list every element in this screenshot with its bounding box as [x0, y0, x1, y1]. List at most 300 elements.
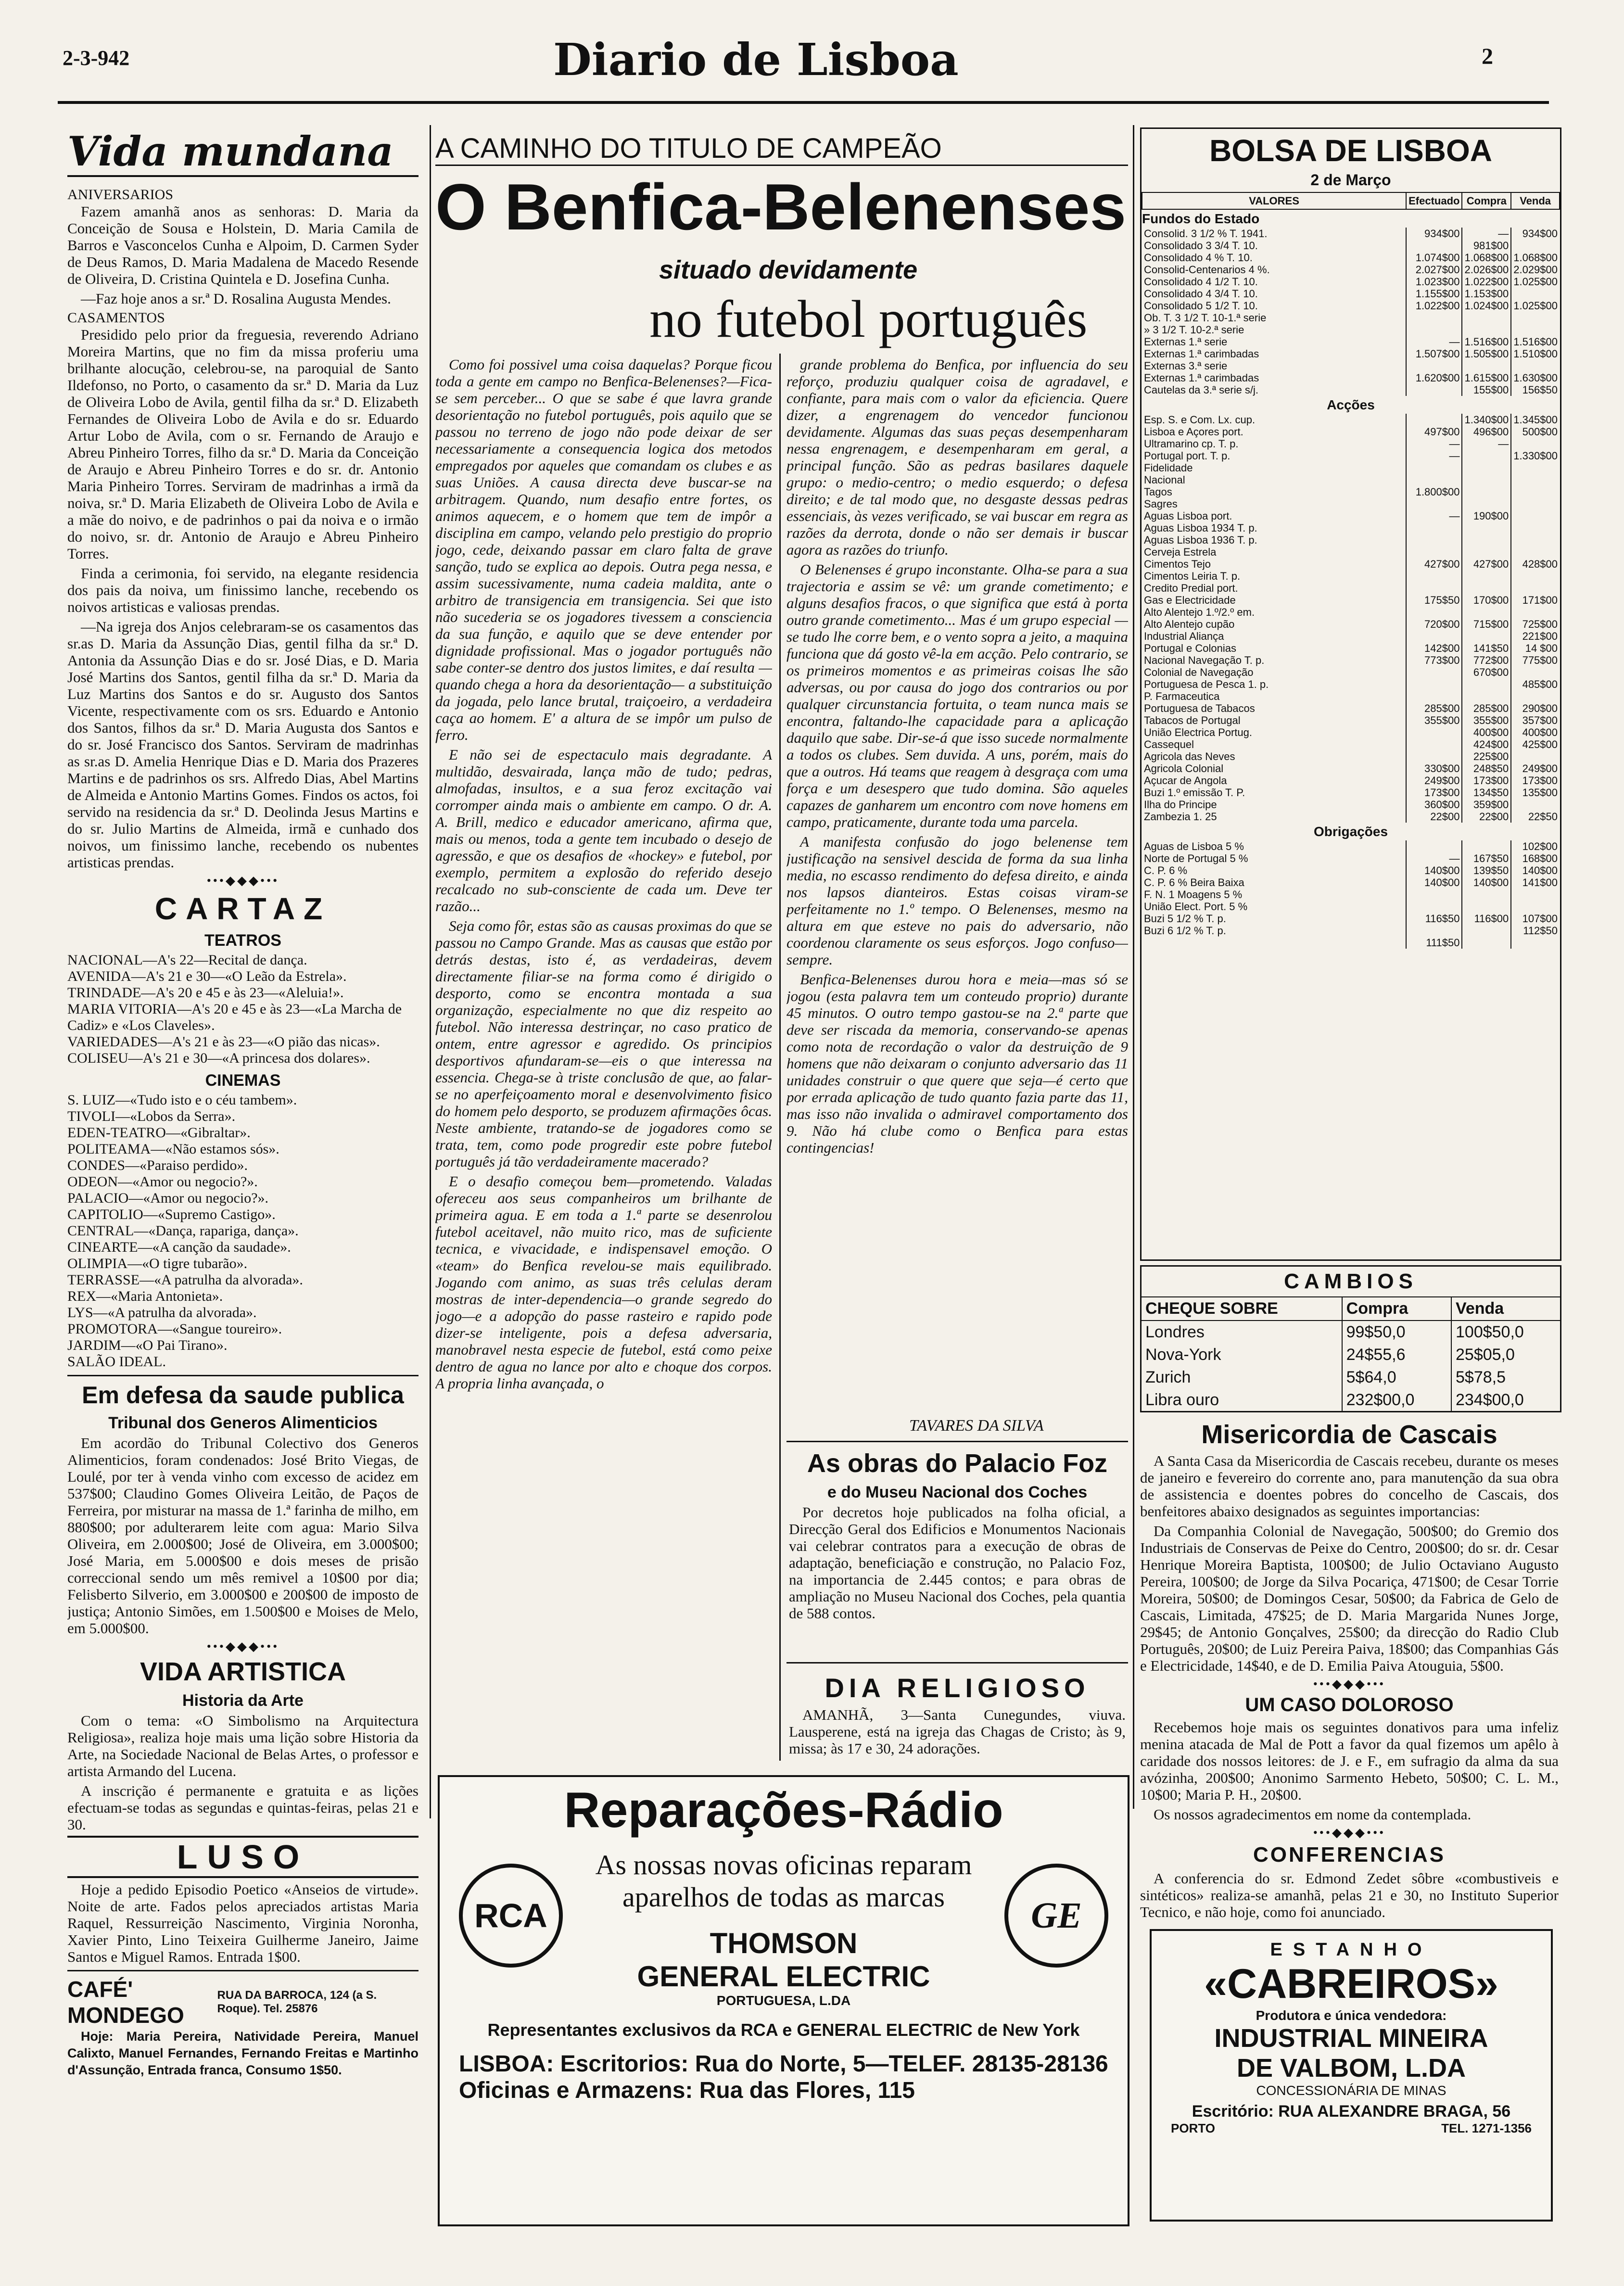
radio-ad-line2: aparelhos de todas as marcas — [622, 1881, 945, 1913]
row-value — [1462, 360, 1511, 372]
row-value: 234$00,0 — [1451, 1389, 1560, 1411]
row-label: Açucar de Angola — [1144, 775, 1227, 787]
row-label: Cassequel — [1144, 738, 1194, 750]
cambios-rows — [1142, 1321, 1560, 1411]
list-item: S. LUIZ—«Tudo isto e o céu tambem». — [67, 1092, 297, 1108]
saude-subtitle: Tribunal dos Generos Alimenticios — [108, 1414, 378, 1432]
row-value: 140$00 — [1406, 876, 1462, 889]
futebol-paragraph: A manifesta confusão do jogo belenense tem justificação na sensivel descida de forma da sua linha media, no escasso rendimento do defesa direito, e ainda nos lapsos dianteiros. Estas coisas viram-se perfeitamente no 1.º tempo. O Belenenses, mesmo na altura em que esteve no pais do adversario, não coordenou claramente os seus esforços. Jogo confuso—sempre. — [787, 833, 1128, 968]
row-label: Zurich — [1145, 1368, 1191, 1386]
futebol-deck: situado devidamente — [659, 255, 918, 284]
table-row — [1142, 642, 1560, 654]
row-label: Nova-York — [1145, 1346, 1221, 1364]
row-value: 134$50 — [1462, 787, 1511, 799]
foz-subtitle: e do Museu Nacional dos Coches — [827, 1483, 1088, 1501]
ornament-divider: •••◆◆◆••• — [206, 1639, 279, 1653]
table-row — [1142, 913, 1560, 925]
doloroso-title: UM CASO DOLOROSO — [1245, 1694, 1454, 1715]
list-item: PROMOTORA—«Sangue toureiro». — [67, 1321, 282, 1337]
row-value — [1511, 799, 1560, 811]
table-row — [1142, 546, 1560, 558]
table-row — [1142, 438, 1560, 450]
row-value — [1462, 450, 1511, 462]
row-value: 100$50,0 — [1451, 1321, 1560, 1344]
table-row — [1142, 762, 1560, 775]
row-value — [1462, 546, 1511, 558]
list-item: SALÃO IDEAL. — [67, 1354, 166, 1370]
row-value: 1.023$00 — [1406, 276, 1462, 288]
header-date: 2-3-942 — [63, 46, 130, 70]
row-value: 1.630$00 — [1511, 372, 1560, 384]
row-value: — — [1462, 438, 1511, 450]
row-value: 285$00 — [1462, 702, 1511, 714]
row-value: 360$00 — [1406, 799, 1462, 811]
table-row — [1142, 276, 1560, 288]
row-value: 22$00 — [1406, 811, 1462, 823]
row-value — [1462, 606, 1511, 618]
row-value — [1462, 630, 1511, 642]
list-item: CINEARTE—«A canção da saudade». — [67, 1239, 291, 1255]
table-row — [1142, 1321, 1560, 1344]
obrigacoes-rows — [1142, 840, 1560, 937]
cambios-col-venda: Venda — [1451, 1297, 1560, 1321]
row-value: 1.516$00 — [1462, 336, 1511, 348]
table-row — [1142, 372, 1560, 384]
table-row — [1142, 901, 1560, 913]
row-label: F. N. 1 Moagens 5 % — [1144, 889, 1243, 901]
row-label: Cimentos Leiria T. p. — [1144, 570, 1241, 582]
table-row — [1142, 534, 1560, 546]
row-label: Consolid-Centenarios 4 %. — [1144, 264, 1270, 276]
list-item: JARDIM—«O Pai Tirano». — [67, 1337, 228, 1353]
table-row — [1142, 240, 1560, 252]
column-divider — [1133, 125, 1134, 1809]
row-value: 1.025$00 — [1511, 276, 1560, 288]
futebol-headline: O Benfica-Belenenses — [435, 170, 1127, 243]
col-valores: VALORES — [1142, 192, 1406, 209]
row-value: 140$00 — [1511, 864, 1560, 876]
row-value — [1406, 726, 1462, 738]
row-label: Aguas Lisboa port. — [1144, 510, 1232, 522]
row-label: Ob. T. 3 1/2 T. 10-1.ª serie — [1144, 312, 1267, 324]
row-value: 400$00 — [1511, 726, 1560, 738]
table-row — [1142, 414, 1560, 426]
masthead-title: Diario de Lisboa — [553, 34, 959, 86]
table-row — [1142, 348, 1560, 360]
row-value — [1511, 666, 1560, 678]
list-item: LYS—«A patrulha da alvorada». — [67, 1305, 257, 1321]
row-value: 2.026$00 — [1462, 264, 1511, 276]
casamentos-text2: Finda a cerimonia, foi servido, na elegante residencia dos pais da noiva, um finissimo lanche, recebendo os noivos artisticas e valiosas prendas. — [67, 565, 419, 615]
row-value: 22$50 — [1511, 811, 1560, 823]
row-value — [1511, 606, 1560, 618]
row-label: Portugal port. T. p. — [1144, 450, 1231, 462]
cambios-col-compra: Compra — [1342, 1297, 1451, 1321]
doloroso-text2: Os nossos agradecimentos em nome da contemplada. — [1154, 1806, 1472, 1823]
row-value — [1406, 889, 1462, 901]
table-row — [1142, 1389, 1560, 1411]
obrigacoes-label: Obrigações — [1313, 824, 1388, 839]
table-row — [1142, 252, 1560, 264]
row-value: 772$00 — [1462, 654, 1511, 666]
table-row — [1142, 264, 1560, 276]
row-value — [1462, 312, 1511, 324]
row-value: 1.620$00 — [1406, 372, 1462, 384]
artistica-text2: A inscrição é permanente e gratuita e as lições efectuam-se todas as segundas e quintas-feiras, pelas 21 e 30. — [67, 1782, 419, 1833]
row-label: Nacional — [1144, 474, 1185, 486]
radio-ad-line1: As nossas novas oficinas reparam — [595, 1849, 972, 1880]
table-row — [1142, 714, 1560, 726]
row-value — [1406, 630, 1462, 642]
row-value: 500$00 — [1511, 426, 1560, 438]
row-label: Tagos — [1144, 486, 1172, 498]
doloroso-text: Recebemos hoje mais os seguintes donativos para uma infeliz menina atacada de Mal de Pott a favor da qual fizemos um apêlo à caridade dos nossos leitores: de J. e F., em sufragio da alma da sua avózinha, 200$00; Anonimo Sarmento Hebeto, 50$00; C. L. M., 10$00; Maria P. H., 20$00. — [1140, 1719, 1559, 1803]
table-row — [1142, 811, 1560, 823]
row-label: C. P. 6 % Beira Baixa — [1144, 876, 1244, 889]
radio-ad-title: Reparações-Rádio — [564, 1782, 1003, 1838]
row-label: Portuguesa de Tabacos — [1144, 702, 1255, 714]
row-label: Portuguesa de Pesca 1. p. — [1144, 678, 1269, 690]
row-label: Londres — [1145, 1323, 1205, 1341]
row-label: C. P. 6 % — [1144, 864, 1188, 876]
row-value — [1406, 546, 1462, 558]
list-item: VARIEDADES—A's 21 e às 23—«O pião das nicas». — [67, 1034, 380, 1050]
row-value — [1406, 750, 1462, 762]
table-row — [1142, 864, 1560, 876]
row-value: 1.800$00 — [1406, 486, 1462, 498]
accoes-rows — [1142, 414, 1560, 823]
row-value — [1462, 522, 1511, 534]
row-value: 427$00 — [1462, 558, 1511, 570]
row-value — [1462, 901, 1511, 913]
row-label: Consolidado 4 % T. 10. — [1144, 252, 1253, 264]
row-value — [1406, 360, 1462, 372]
table-row — [1142, 738, 1560, 750]
row-label: União Electrica Portug. — [1144, 726, 1252, 738]
row-value — [1462, 486, 1511, 498]
futebol-paragraph: Benfica-Belenenses durou hora e meia—mas só se jogou (esta palavra tem um conteudo proprio) durante 45 minutos. O outro tempo gastou-se na 2.ª parte que deve ser riscada da memoria, conservando-se apenas como nota de recordação o valor da destruição de 9 homens que não deixaram o conjunto adversario das 11 unidades construir o que quere que seja—é certo que por errada aplicação de tudo quanto fazia parte das 11, mas isso não invalida o admiravel comportamento dos 9. Não há clube como o Benfica para estas contingencias! — [787, 971, 1128, 1156]
row-value: 1.345$00 — [1511, 414, 1560, 426]
row-value — [1406, 582, 1462, 594]
list-item: ODEON—«Amor ou negocio?». — [67, 1174, 258, 1190]
row-label: P. Farmaceutica — [1144, 690, 1220, 702]
row-value — [1462, 690, 1511, 702]
row-value: 424$00 — [1462, 738, 1511, 750]
row-label: Cautelas da 3.ª serie s/j. — [1144, 384, 1259, 396]
row-value: 1.022$00 — [1462, 276, 1511, 288]
radio-ad-reps: Representantes exclusivos da RCA e GENERAL ELECTRIC de New York — [487, 2020, 1080, 2040]
row-value — [1406, 498, 1462, 510]
table-row — [1142, 1344, 1560, 1366]
row-label: Agricola das Neves — [1144, 750, 1235, 762]
row-label: Cimentos Tejo — [1144, 558, 1211, 570]
foz-article — [789, 1446, 1126, 1657]
row-value: 22$00 — [1462, 811, 1511, 823]
row-label: União Elect. Port. 5 % — [1144, 901, 1248, 913]
cabreiros-line1: Produtora e única vendedora: — [1256, 2008, 1447, 2023]
row-label: Externas 1.ª carimbadas — [1144, 348, 1259, 360]
table-row — [1142, 750, 1560, 762]
row-label: Fidelidade — [1144, 462, 1193, 474]
teatros-list — [67, 952, 419, 1067]
row-value — [1462, 678, 1511, 690]
row-value: 715$00 — [1462, 618, 1511, 630]
row-label: Sagres — [1144, 498, 1178, 510]
row-value — [1406, 312, 1462, 324]
row-value: 225$00 — [1462, 750, 1511, 762]
section-rule — [787, 1662, 1128, 1664]
row-value: 2.029$00 — [1511, 264, 1560, 276]
row-value — [1462, 582, 1511, 594]
row-value: 981$00 — [1462, 240, 1511, 252]
list-item: CONDES—«Paraiso perdido». — [67, 1157, 248, 1173]
table-row — [1142, 426, 1560, 438]
row-value: 670$00 — [1462, 666, 1511, 678]
row-label: Consolidado 5 1/2 T. 10. — [1144, 300, 1258, 312]
table-row — [1142, 336, 1560, 348]
right-lower-column — [1140, 1417, 1559, 1984]
table-row — [1142, 498, 1560, 510]
luso-title: LUSO — [67, 1836, 419, 1878]
casamentos-text3: —Na igreja dos Anjos celebraram-se os casamentos das sr.as D. Maria da Assunção Dias, gentil filha da sr.ª D. Antonia da Assunção Dias e do sr. José Dias, e D. Maria José Martins dos Santos, gentil filha da sr.ª D. Maria da Luz Martins dos Santos e do sr. Augusto dos Santos Vicente, respectivamente com os srs. Eduardo e Antonio dos Santos, filhos da sr.ª D. Maria Augusta dos Santos e do sr. José Francisco dos Santos. Serviram de madrinhas as sr.as D. Amelia Henrique Dias e D. Maria dos Prazeres Martins e de padrinhos os srs. Alfredo Dias, Abel Martins de Almeida e Antonio Martins Gomes. Findos os actos, foi servido na residencia da sr.ª D. Deolinda Jesus Martins e do sr. Julio Martins de Almeida, irmã e cunhado dos noivos, um finissimo lanche, recebendo os nubentes artisticas prendas. — [67, 618, 419, 871]
row-value: 427$00 — [1406, 558, 1462, 570]
cambios-col-cheque: CHEQUE SOBRE — [1145, 1299, 1278, 1318]
teatros-label: TEATROS — [204, 931, 281, 950]
row-value: 175$50 — [1406, 594, 1462, 606]
row-value — [1462, 570, 1511, 582]
row-value — [1406, 534, 1462, 546]
row-value — [1511, 582, 1560, 594]
row-value: 14 $00 — [1511, 642, 1560, 654]
row-value — [1511, 546, 1560, 558]
section-rule — [787, 1441, 1128, 1442]
list-item: TIVOLI—«Lobos da Serra». — [67, 1108, 236, 1124]
ornament-divider: •••◆◆◆••• — [1313, 1826, 1386, 1840]
foz-title: As obras do Palacio Foz — [807, 1449, 1108, 1478]
bolsa-date: 2 de Março — [1310, 171, 1391, 189]
row-value: 496$00 — [1462, 426, 1511, 438]
row-label: Externas 1.ª serie — [1144, 336, 1228, 348]
row-value: 167$50 — [1462, 852, 1511, 864]
table-row — [1142, 654, 1560, 666]
vida-title: Vida mundana — [67, 127, 419, 177]
row-value: 173$00 — [1511, 775, 1560, 787]
row-label: Aguas de Lisboa 5 % — [1144, 840, 1244, 852]
row-label: Buzi 5 1/2 % T. p. — [1144, 913, 1226, 925]
row-value: 139$50 — [1462, 864, 1511, 876]
row-value — [1511, 570, 1560, 582]
table-row — [1142, 558, 1560, 570]
row-label: Consolidado 4 1/2 T. 10. — [1144, 276, 1258, 288]
row-value: 1.024$00 — [1462, 300, 1511, 312]
row-value: — — [1406, 438, 1462, 450]
row-value: 720$00 — [1406, 618, 1462, 630]
row-value: 773$00 — [1406, 654, 1462, 666]
table-row — [1142, 799, 1560, 811]
row-value: 249$00 — [1406, 775, 1462, 787]
table-row — [1142, 522, 1560, 534]
row-value: — — [1406, 336, 1462, 348]
cinemas-label: CINEMAS — [205, 1071, 281, 1090]
bolsa-box — [1140, 127, 1561, 1261]
row-label: Tabacos de Portugal — [1144, 714, 1241, 726]
list-item: OLIMPIA—«O tigre tubarão». — [67, 1256, 248, 1271]
row-value — [1511, 690, 1560, 702]
obrigacoes-extra: 111$50 — [1406, 937, 1462, 949]
religioso-text: AMANHÃ, 3—Santa Cunegundes, viuva. Lausperene, está na igreja das Chagas de Cristo; às 9, missa; às 17 e 30, 24 adorações. — [789, 1706, 1126, 1757]
col-venda: Venda — [1511, 192, 1560, 209]
row-value — [1511, 534, 1560, 546]
row-value — [1511, 486, 1560, 498]
table-row — [1142, 690, 1560, 702]
bolsa-title: BOLSA DE LISBOA — [1209, 133, 1492, 168]
row-value: 249$00 — [1511, 762, 1560, 775]
row-value — [1462, 324, 1511, 336]
list-item: PALACIO—«Amor ou negocio?». — [67, 1190, 269, 1206]
row-value: 1.068$00 — [1511, 252, 1560, 264]
row-value: 173$00 — [1406, 787, 1462, 799]
radio-ad-lisboa: LISBOA: Escritorios: Rua do Norte, 5—TELEF. 28135-28136 — [459, 2051, 1108, 2077]
left-column — [67, 127, 419, 2210]
table-row — [1142, 726, 1560, 738]
conferencias-text: A conferencia do sr. Edmond Zedet sôbre «combustiveis e sintéticos» realiza-se amanhã, pelas 21 e 30, no Instituto Superior Tecnico, e não hoje, como foi anunciado. — [1140, 1870, 1559, 1920]
cabreiros-porto: PORTO — [1171, 2121, 1215, 2135]
row-label: Nacional Navegação T. p. — [1144, 654, 1265, 666]
row-value: 355$00 — [1406, 714, 1462, 726]
row-value: 725$00 — [1511, 618, 1560, 630]
row-label: Libra ouro — [1145, 1391, 1219, 1409]
row-value: 248$50 — [1462, 762, 1511, 775]
list-item: TRINDADE—A's 20 e 45 e às 23—«Aleluia!». — [67, 985, 344, 1001]
row-value: 485$00 — [1511, 678, 1560, 690]
table-row — [1142, 787, 1560, 799]
cabreiros-tel: TEL. 1271-1356 — [1441, 2121, 1532, 2135]
row-value: 221$00 — [1511, 630, 1560, 642]
row-value: 1.068$00 — [1462, 252, 1511, 264]
row-label: Credito Predial port. — [1144, 582, 1238, 594]
table-row — [1142, 228, 1560, 240]
row-value — [1406, 240, 1462, 252]
row-label: Agricola Colonial — [1144, 762, 1224, 775]
row-value — [1511, 510, 1560, 522]
futebol-paragraph: E não sei de espectaculo mais degradante. A multidão, desvairada, lança mão de tudo; pedras, almofadas, insultos, e a sua feroz excitação vai corromper ainda mais o ambiente em campo. O dr. A. A. Brill, medico e educador americano, afirma que, mais ou menos, toda a gente tem incubado o desejo de agressão, e que os desafios de «hockey» e futebol, por exemplo, permitem a explosão do referido desejo recalcado no sub-consciente de cada um. Deve ter razão... — [435, 746, 772, 914]
row-label: Portugal e Colonias — [1144, 642, 1237, 654]
row-label: Gas e Electricidade — [1144, 594, 1236, 606]
row-value — [1511, 324, 1560, 336]
table-row — [1142, 618, 1560, 630]
row-value — [1462, 889, 1511, 901]
row-label: Buzi 1.º emissão T. P. — [1144, 787, 1245, 799]
table-row — [1142, 678, 1560, 690]
row-value: 116$00 — [1462, 913, 1511, 925]
aniversarios-text2: —Faz hoje anos a sr.ª D. Rosalina Augusta Mendes. — [81, 290, 391, 307]
cambios-box — [1140, 1265, 1561, 1412]
table-row — [1142, 462, 1560, 474]
table-row — [1142, 360, 1560, 372]
cabreiros-kicker: ESTANHO — [1270, 1940, 1433, 1960]
cambios-table — [1142, 1296, 1560, 1411]
row-value: 140$00 — [1406, 864, 1462, 876]
row-value: 497$00 — [1406, 426, 1462, 438]
row-value — [1406, 462, 1462, 474]
row-value: 5$78,5 — [1451, 1366, 1560, 1389]
row-value: 190$00 — [1462, 510, 1511, 522]
row-label: Zambezia 1. 25 — [1144, 811, 1217, 823]
row-value: 1.340$00 — [1462, 414, 1511, 426]
table-row — [1142, 570, 1560, 582]
row-label: Consolidado 4 3/4 T. 10. — [1144, 288, 1258, 300]
table-row — [1142, 606, 1560, 618]
row-value — [1462, 534, 1511, 546]
row-value: 112$50 — [1511, 925, 1560, 937]
cascais-text2: Da Companhia Colonial de Navegação, 500$00; do Gremio dos Industriais de Conservas de Peixe do Centro, 200$00; do sr. dr. Cesar Henrique Moreira Baptista, 100$00; de Julio Octaviano Augusto Pereira, 100$00; de Jorge da Silva Pocariça, 471$00; de Cesar Torrie Moreira, 50$00; de Domingos Cesar, 50$00; da Fabrica de Gelo de Cascais, Limitada, 47$25; de D. Maria Margarida Nunes Jorge, 29$45; de Antonio Gonçalves, 25$00; da direcção do Radio Club Português, 20$00; de Luiz Pereira Paiva, 18$00; das Companhias Gás e Electricidade, 14$40, e de D. Emilia Paiva Atouguia, 5$00. — [1140, 1523, 1559, 1674]
table-row — [1142, 852, 1560, 864]
row-value — [1406, 901, 1462, 913]
row-value: 934$00 — [1406, 228, 1462, 240]
row-value: 142$00 — [1406, 642, 1462, 654]
artistica-subtitle: Historia da Arte — [182, 1691, 304, 1710]
row-label: Esp. S. e Com. Lx. cup. — [1144, 414, 1256, 426]
row-value — [1406, 384, 1462, 396]
row-value: 168$00 — [1511, 852, 1560, 864]
row-value: 330$00 — [1406, 762, 1462, 775]
row-label: » 3 1/2 T. 10-2.ª serie — [1144, 324, 1244, 336]
row-value: 1.025$00 — [1511, 300, 1560, 312]
row-value: 141$50 — [1462, 642, 1511, 654]
cascais-title: Misericordia de Cascais — [1201, 1420, 1497, 1449]
futebol-byline: TAVARES DA SILVA — [909, 1417, 1044, 1435]
futebol-paragraph: grande problema do Benfica, por influencia do seu reforço, produziu qualquer coisa de agradavel, e confiante, para mais com o valor da eficiencia. Quere dizer, a engrenagem do vencedor funcionou devidamente. Algumas das suas peças desempenharam nessa engrenagem, e desempenharam em geral, a principal função. São as pedras basilares daquele grupo: o medio-centro; o medio esquerdo; o defesa direito; e de tal modo que, no desgaste dessas pedras essenciais, às vezes verificado, se vai buscar em regra as razões da derrota, donde o não ser demais ir buscar agora as razões do triunfo. — [787, 356, 1128, 558]
row-value — [1406, 690, 1462, 702]
radio-advertisement — [438, 1775, 1129, 2226]
row-value: 285$00 — [1406, 702, 1462, 714]
row-label: Alto Alentejo cupão — [1144, 618, 1235, 630]
row-value — [1462, 840, 1511, 852]
row-value — [1406, 738, 1462, 750]
row-label: Industrial Aliança — [1144, 630, 1224, 642]
row-label: Consolid. 3 1/2 % T. 1941. — [1144, 228, 1268, 240]
row-label: Colonial de Navegação — [1144, 666, 1254, 678]
row-value — [1511, 438, 1560, 450]
table-row — [1142, 312, 1560, 324]
row-value — [1462, 474, 1511, 486]
brand-ge: GENERAL ELECTRIC — [637, 1960, 930, 1993]
row-value: 116$50 — [1406, 913, 1462, 925]
fundos-label: Fundos do Estado — [1142, 211, 1260, 226]
list-item: NACIONAL—A's 22—Recital de dança. — [67, 952, 307, 968]
futebol-paragraph: Seja como fôr, estas são as causas proximas do que se passou no Campo Grande. Mas as causas que estão por detrás destas, isto é, as verdadeiras, devem directamente filiar-se na forma como é dirigido o desporto, como se encontra montada a sua organização, especialmente no que diz respeito ao futebol. Não interessa destrinçar, no caso pratico de ontem, entre agressor e agredido. Os principios desportivos afundaram-se—eis o que interessa na essencia. Chega-se à triste conclusão de que, ao falar-se no aperfeiçoamento moral e desenvolvimento fisico do homem pelo desporto, se produzem afirmações ôcas. Neste ambiente, tratando-se de jogadores como se trata, tem, como pode progredir este pobre futebol português já tão verdadeiramente macerado? — [435, 917, 772, 1170]
radio-ad-oficinas: Oficinas e Armazens: Rua das Flores, 115 — [459, 2078, 915, 2103]
artistica-title: VIDA ARTISTICA — [140, 1657, 346, 1686]
row-value — [1406, 666, 1462, 678]
bolsa-table — [1142, 192, 1560, 949]
row-value: 428$00 — [1511, 558, 1560, 570]
fundos-rows — [1142, 228, 1560, 396]
row-value — [1406, 414, 1462, 426]
row-value: 135$00 — [1511, 787, 1560, 799]
accoes-label: Acções — [1327, 397, 1375, 412]
row-value: — — [1406, 852, 1462, 864]
row-value: 400$00 — [1462, 726, 1511, 738]
row-value: 1.507$00 — [1406, 348, 1462, 360]
list-item: CENTRAL—«Dança, rapariga, dança». — [67, 1223, 299, 1239]
artistica-text: Com o tema: «O Simbolismo na Arquitectura Religiosa», realiza hoje mais uma lição sobre Historia da Arte, na Sociedade Nacional de Belas Artes, o professor e artista Armando del Lucena. — [67, 1712, 419, 1779]
row-value — [1462, 925, 1511, 937]
table-row — [1142, 288, 1560, 300]
list-item: CAPITOLIO—«Supremo Castigo». — [67, 1206, 276, 1222]
row-value: 232$00,0 — [1342, 1389, 1451, 1411]
row-value — [1406, 570, 1462, 582]
